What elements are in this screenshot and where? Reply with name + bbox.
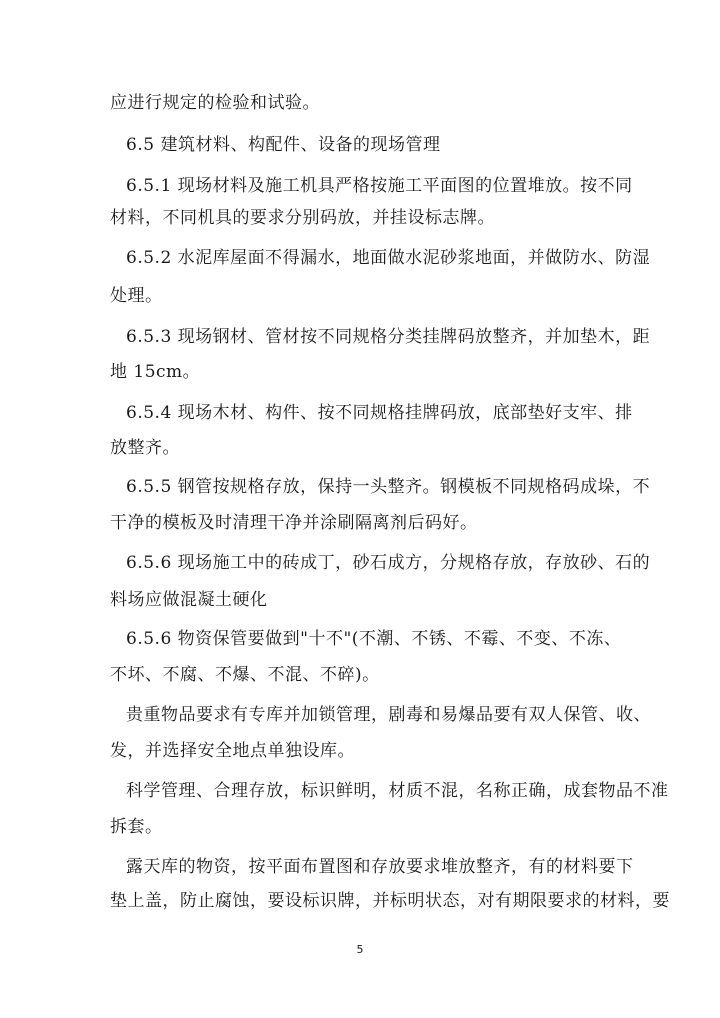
text-line-9: 6.5.4 现场木材、构件、按不同规格挂牌码放，底部垫好支牢、排 — [126, 403, 633, 423]
text-line-19: 科学管理、合理存放，标识鲜明，材质不混，名称正确，成套物品不准 — [126, 781, 669, 801]
text-line-22: 垫上盖，防止腐蚀，要设标识牌，并标明状态，对有期限要求的材料，要 — [110, 891, 670, 911]
text-line-14: 料场应做混凝土硬化 — [110, 590, 268, 610]
page-number: 5 — [356, 943, 364, 956]
text-line-1: 应进行规定的检验和试验。 — [110, 93, 320, 113]
text-line-8: 地 15cm。 — [110, 362, 201, 382]
text-line-11: 6.5.5 钢管按规格存放，保持一头整齐。钢模板不同规格码成垛，不 — [126, 477, 651, 497]
text-line-3: 6.5.1 现场材料及施工机具严格按施工平面图的位置堆放。按不同 — [126, 176, 633, 196]
text-line-10: 放整齐。 — [110, 438, 180, 458]
text-line-20: 拆套。 — [110, 817, 163, 837]
text-line-18: 发，并选择安全地点单独设库。 — [110, 741, 355, 761]
text-line-12: 干净的模板及时清理干净并涂刷隔离剂后码好。 — [110, 513, 478, 533]
text-line-17: 贵重物品要求有专库并加锁管理，剧毒和易爆品要有双人保管、收、 — [126, 705, 651, 725]
text-line-13: 6.5.6 现场施工中的砖成丁，砂石成方，分规格存放，存放砂、石的 — [126, 553, 651, 573]
text-line-15: 6.5.6 物资保管要做到"十不"(不潮、不锈、不霉、不变、不冻、 — [126, 629, 622, 649]
text-line-4: 材料，不同机具的要求分别码放，并挂设标志牌。 — [110, 208, 495, 228]
text-line-7: 6.5.3 现场钢材、管材按不同规格分类挂牌码放整齐，并加垫木，距 — [126, 327, 651, 347]
text-line-6: 处理。 — [110, 286, 163, 306]
text-line-5: 6.5.2 水泥库屋面不得漏水，地面做水泥砂浆地面，并做防水、防湿 — [126, 248, 651, 268]
section-heading-6-5: 6.5 建筑材料、构配件、设备的现场管理 — [126, 135, 441, 155]
text-line-16: 不坏、不腐、不爆、不混、不碎)。 — [110, 665, 380, 685]
text-line-21: 露天库的物资，按平面布置图和存放要求堆放整齐，有的材料要下 — [126, 857, 634, 877]
